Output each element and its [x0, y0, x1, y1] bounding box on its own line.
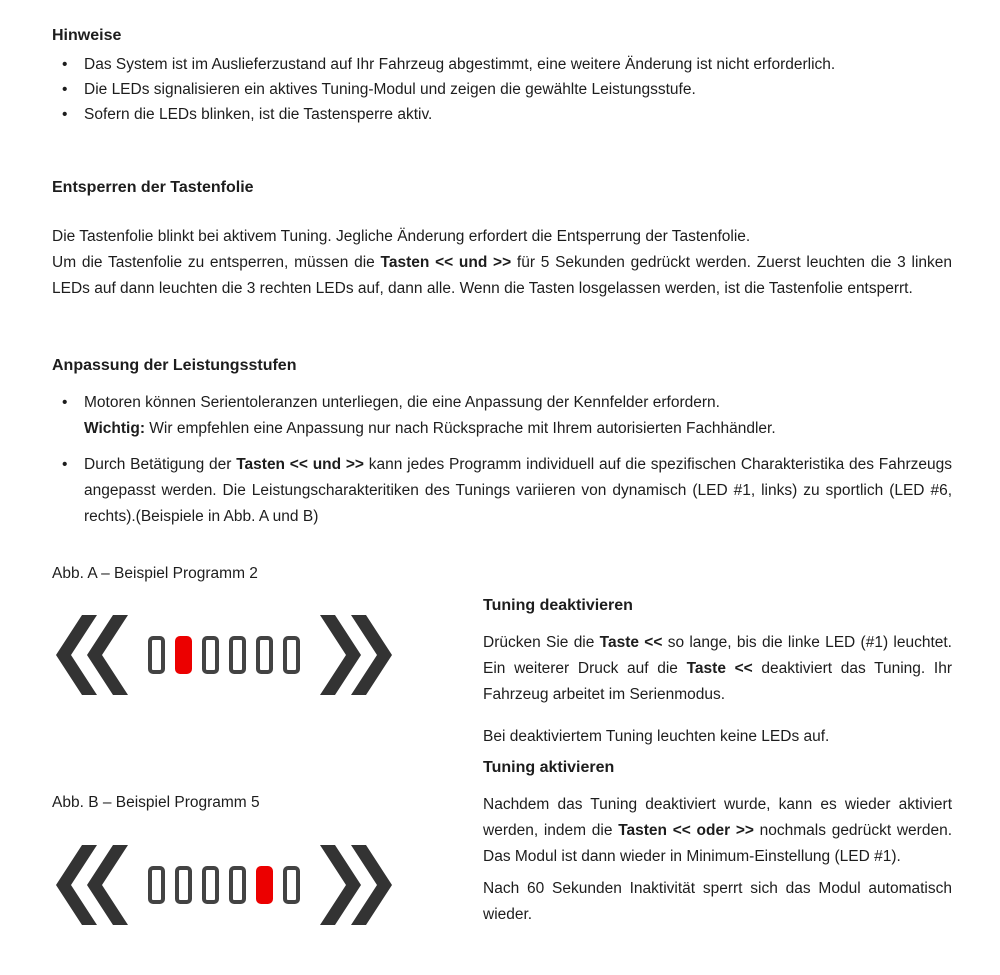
- figure-b-label: Abb. B – Beispiel Programm 5: [52, 794, 260, 811]
- list-item: [52, 390, 952, 442]
- bullet-line: Motoren können Serientoleranzen unterliegen, die eine Anpassung der Kennfelder erfordern.: [84, 394, 720, 411]
- led-2: [175, 866, 192, 904]
- figure-a-label: Abb. A – Beispiel Programm 2: [52, 565, 258, 582]
- section-heading-entsperren: Entsperren der Tastenfolie: [52, 179, 254, 196]
- led-strip: [148, 866, 300, 904]
- list-item-text: [84, 390, 952, 442]
- double-chevron-right-icon: [320, 615, 392, 695]
- paragraph: Nachdem das Tuning deaktiviert wurde, kann es wieder aktiviert werden, indem die Tasten << oder >> nochmals gedrückt werden. Das Modul ist dann wieder in Minimum-Einstellung (LED #1).: [483, 796, 952, 865]
- double-chevron-left-icon: [56, 615, 128, 695]
- list-item-text: Durch Betätigung der Tasten << und >> kann jedes Programm individuell auf die spezifischen Charakteristika des Fahrzeugs angepasst werden. Die Leistungscharakteritiken des Tunings variieren von dynamisch (LED #1, links) zu sportlich (LED #6, rechts).(Beispiele in Abb. A und B): [84, 456, 952, 525]
- paragraph: Um die Tastenfolie zu entsperren, müssen die Tasten << und >> für 5 Sekunden gedrückt werden. Zuerst leuchten die 3 linken LEDs auf dann leuchten die 3 rechten LEDs auf, dann alle. Wenn die Tasten losgelassen werden, ist die Tastenfolie entsperrt.: [52, 254, 952, 297]
- list-item: [52, 102, 952, 127]
- list-item: [52, 77, 952, 102]
- list-item-text: Die LEDs signalisieren ein aktives Tuning-Modul und zeigen die gewählte Leistungsstufe.: [84, 81, 696, 98]
- bullet-marker: •: [62, 81, 68, 98]
- section-heading-anpassung: Anpassung der Leistungsstufen: [52, 357, 297, 374]
- double-chevron-left-icon: [56, 845, 128, 925]
- double-chevron-right-icon: [320, 845, 392, 925]
- bullet-line: Wichtig: Wir empfehlen eine Anpassung nur nach Rücksprache mit Ihrem autorisierten Fachhändler.: [84, 420, 776, 437]
- heading-tuning-aktivieren: Tuning aktivieren: [483, 759, 615, 776]
- led-4: [229, 866, 246, 904]
- paragraph: Die Tastenfolie blinkt bei aktivem Tuning. Jegliche Änderung erfordert die Entsperrung der Tastenfolie.: [52, 228, 751, 245]
- paragraph: Nach 60 Sekunden Inaktivität sperrt sich das Modul automatisch wieder.: [483, 880, 952, 923]
- bullet-marker: •: [62, 394, 68, 411]
- heading-tuning-deaktivieren: Tuning deaktivieren: [483, 597, 633, 614]
- paragraph: Drücken Sie die Taste << so lange, bis die linke LED (#1) leuchtet. Ein weiterer Druck auf die Taste << deaktiviert das Tuning. Ihr Fahrzeug arbeitet im Serienmodus.: [483, 634, 952, 703]
- led-6: [283, 636, 300, 674]
- hinweise-bullet-list: [52, 52, 952, 127]
- led-1: [148, 866, 165, 904]
- led-2-active: [175, 636, 192, 674]
- figure-a-keypad: [56, 614, 392, 696]
- led-5: [256, 636, 273, 674]
- led-5-active: [256, 866, 273, 904]
- led-3: [202, 636, 219, 674]
- bullet-marker: •: [62, 106, 68, 123]
- bullet-marker: •: [62, 456, 68, 473]
- list-item: [52, 452, 952, 530]
- section-anpassung: [52, 356, 952, 530]
- section-heading-hinweise: Hinweise: [52, 27, 122, 44]
- led-6: [283, 866, 300, 904]
- paragraph: Bei deaktiviertem Tuning leuchten keine LEDs auf.: [483, 728, 830, 745]
- list-item-text: Sofern die LEDs blinken, ist die Tastensperre aktiv.: [84, 106, 433, 123]
- list-item: [52, 52, 952, 77]
- figure-b-keypad: [56, 844, 392, 926]
- list-item-text: Das System ist im Auslieferzustand auf Ihr Fahrzeug abgestimmt, eine weitere Änderung ist nicht erforderlich.: [84, 56, 836, 73]
- section-entsperren: [52, 178, 952, 302]
- section-hinweise: [52, 26, 952, 127]
- bullet-marker: •: [62, 56, 68, 73]
- right-column: [483, 596, 952, 944]
- led-3: [202, 866, 219, 904]
- led-1: [148, 636, 165, 674]
- led-strip: [148, 636, 300, 674]
- led-4: [229, 636, 246, 674]
